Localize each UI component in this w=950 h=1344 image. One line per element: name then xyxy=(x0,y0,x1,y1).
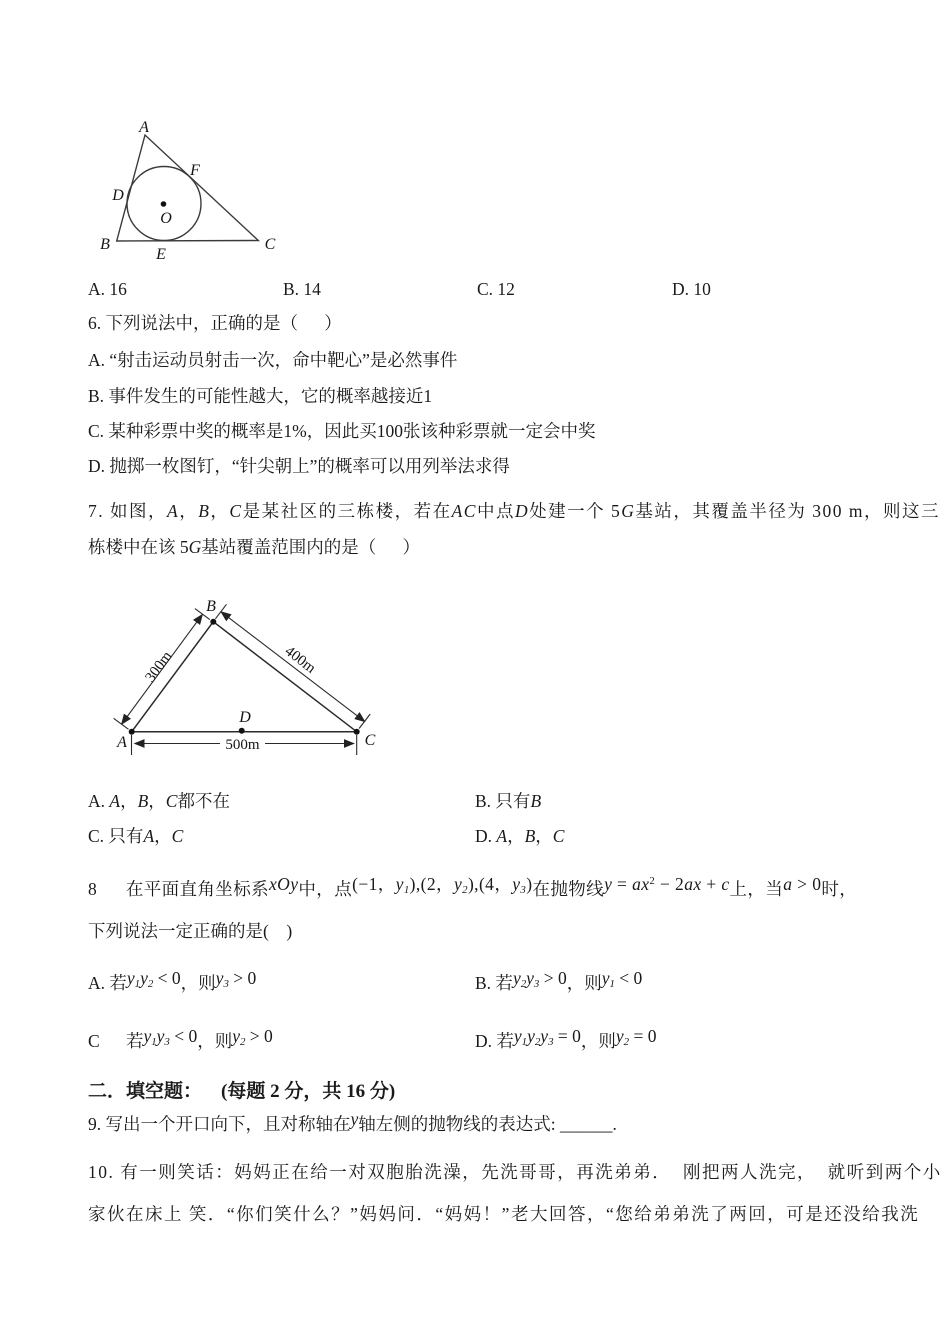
tick-b-bc xyxy=(215,604,226,619)
point-c xyxy=(354,729,360,735)
q7-option-b: B. 只有B xyxy=(475,791,542,811)
label-a: A xyxy=(117,734,127,751)
q7-option-c: C. 只有A，C xyxy=(88,826,184,846)
q7-triangle-figure xyxy=(95,595,385,765)
label-e: E xyxy=(156,246,166,263)
label-c: C xyxy=(264,236,276,253)
label-b: B xyxy=(206,598,216,615)
dim-label-400m: 400m xyxy=(281,643,319,677)
q8-option-b: B. 若y2y3 > 0，则y1 < 0 xyxy=(475,968,643,993)
label-d: D xyxy=(239,709,251,726)
q9-stem: 9. 写出一个开口向下，且对称轴在y轴左侧的抛物线的表达式: ______. xyxy=(88,1109,617,1134)
q6-option-d: D. 抛掷一枚图钉，“针尖朝上”的概率可以用列举法求得 xyxy=(88,456,510,476)
q5-option-a: A. 16 xyxy=(88,279,127,299)
q7-stem-line2: 栋楼中在该 5G基站覆盖范围内的是（ ） xyxy=(88,537,421,557)
center-point-o xyxy=(161,201,167,207)
dim-label-300m: 300m xyxy=(142,648,176,686)
label-c: C xyxy=(364,732,376,749)
q6-option-a: A. “射击运动员射击一次，命中靶心”是必然事件 xyxy=(88,350,458,370)
label-o: O xyxy=(160,210,172,227)
q5-option-b: B. 14 xyxy=(283,279,321,299)
q8-stem-line1: 8 在平面直角坐标系xOy中，点(−1，y1),(2，y2),(4，y3)在抛物线$y = ax^2 - 2ax + c$上，当a > 0时， xyxy=(88,873,858,899)
q6-option-c: C. 某种彩票中奖的概率是1%，因此买100张该种彩票就一定会中奖 xyxy=(88,421,596,441)
point-b xyxy=(210,619,216,625)
incircle-diagram xyxy=(85,105,305,270)
dim-line-bc xyxy=(221,612,365,722)
q7-stem-line1: 7. 如图，A，B，C是某社区的三栋楼，若在AC中点D处建一个 5G基站，其覆盖半径为 300 m，则这三 xyxy=(88,501,940,521)
q8-stem-line2: 下列说法一定正确的是( ) xyxy=(88,921,293,941)
point-a xyxy=(129,729,135,735)
triangle-abc xyxy=(117,135,259,241)
q5-option-c: C. 12 xyxy=(477,279,515,299)
point-d xyxy=(239,728,245,734)
section2-title: 二．填空题： (每题 2 分，共 16 分) xyxy=(88,1081,396,1102)
label-d: D xyxy=(112,187,124,204)
q7-option-d: D. A，B，C xyxy=(475,826,565,846)
q10-line1: 10. 有一则笑话：妈妈正在给一对双胞胎洗澡，先洗哥哥，再洗弟弟． 刚把两人洗完， 就听到两个小 xyxy=(88,1162,942,1182)
q6-option-b: B. 事件发生的可能性越大，它的概率越接近1 xyxy=(88,386,433,406)
q10-line2: 家伙在床上 笑．“你们笑什么？”妈妈问．“妈妈！”老大回答，“您给弟弟洗了两回，可是还没给我洗 xyxy=(88,1204,920,1224)
tick-c-bc xyxy=(359,714,370,729)
dim-label-500m: 500m xyxy=(225,737,260,753)
q5-option-d: D. 10 xyxy=(672,279,711,299)
q7-option-a: A. A，B，C都不在 xyxy=(88,791,230,811)
station-diagram xyxy=(95,595,385,765)
tick-a-ab xyxy=(114,718,129,729)
q6-stem: 6. 下列说法中，正确的是（ ） xyxy=(88,313,342,333)
q5-incircle-figure xyxy=(85,105,305,270)
label-f: F xyxy=(190,162,200,179)
q8-option-d: D. 若y1y2y3 = 0，则y2 = 0 xyxy=(475,1026,657,1051)
label-b: B xyxy=(100,236,110,253)
label-a: A xyxy=(139,119,149,136)
q8-option-c: C 若y1y3 < 0，则y2 > 0 xyxy=(88,1026,273,1051)
q8-option-a: A. 若y1y2 < 0，则y3 > 0 xyxy=(88,968,257,993)
